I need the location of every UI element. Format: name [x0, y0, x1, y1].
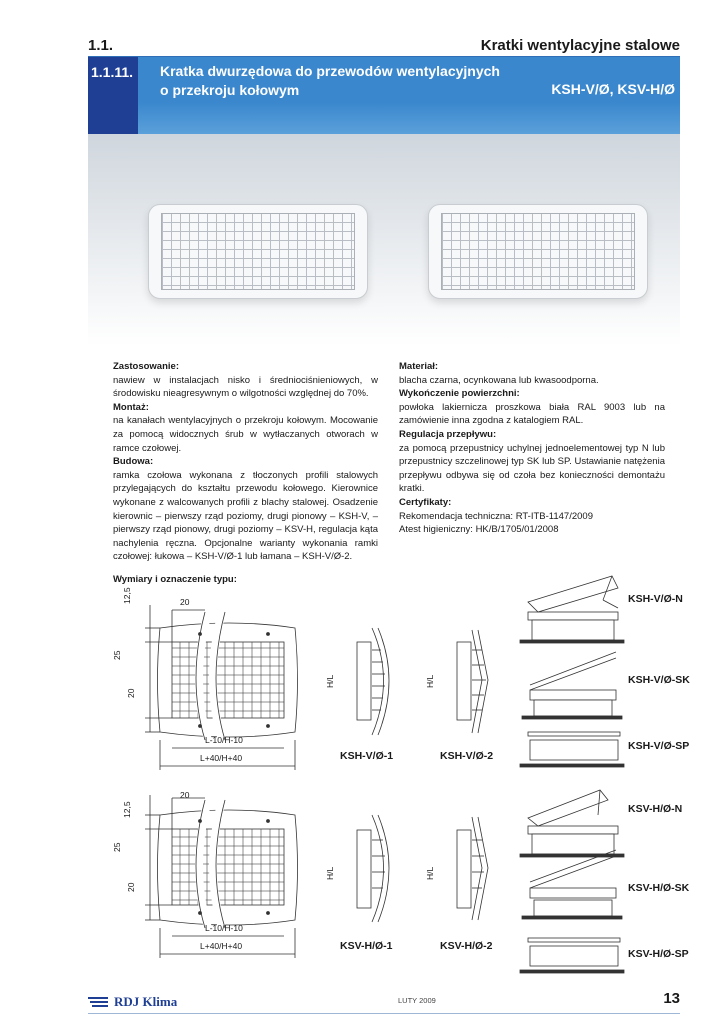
dim-inner: L-10/H-10	[205, 735, 243, 745]
montaz-text: na kanałach wentylacyjnych o przekroju kołowym. Mocowanie za pomocą widocznych śrub w wytłaczanych otworach w ramce czołowej.	[113, 415, 378, 454]
dim-20-top: 20	[180, 597, 190, 607]
regulacja-heading: Regulacja przepływu:	[399, 428, 497, 440]
footer-date: LUTY 2009	[398, 996, 436, 1005]
dim-hl-h2: H/L	[425, 866, 435, 880]
page-number: 13	[663, 990, 680, 1007]
damper-ksv-n	[520, 790, 624, 857]
side-profile-h2	[457, 817, 488, 920]
product-photo	[88, 134, 680, 346]
description-left	[113, 360, 378, 564]
product-title-line1: Kratka dwurzędowa do przewodów wentylacyjnych	[160, 63, 500, 79]
label-ksv-n: KSV-H/Ø-N	[628, 803, 683, 815]
material-heading: Materiał:	[399, 361, 439, 372]
cert-rt: Rekomendacja techniczna: RT-ITB-1147/2009	[399, 510, 593, 522]
section-number: 1.1.	[88, 37, 114, 54]
dim-20-side: 20	[126, 688, 136, 698]
dim-hl-v1: H/L	[325, 674, 335, 688]
dim-25: 25	[112, 650, 122, 660]
front-view-ksv	[145, 795, 298, 958]
label-ksh-v2: KSH-V/Ø-2	[440, 750, 494, 762]
brand-logo	[88, 994, 177, 1010]
grille-photo-right	[428, 204, 648, 299]
montaz-heading: Montaż:	[113, 401, 149, 413]
label-ksh-v1: KSH-V/Ø-1	[340, 750, 394, 762]
title-band-lower	[138, 102, 680, 134]
label-ksv-h1: KSV-H/Ø-1	[340, 940, 393, 952]
dim-inner-2: L-10/H-10	[205, 923, 243, 933]
description-right	[399, 360, 665, 537]
wykonczenie-heading: Wykończenie powierzchni:	[399, 388, 520, 400]
dim-12-5-2: 12,5	[122, 801, 132, 818]
label-ksv-sk: KSV-H/Ø-SK	[628, 882, 690, 894]
dim-25-2: 25	[112, 842, 122, 852]
brand-swoosh-icon	[88, 996, 110, 1008]
brand-name: RDJ Klima	[114, 994, 178, 1009]
zastosowanie-heading: Zastosowanie:	[113, 361, 179, 372]
dim-outer-2: L+40/H+40	[200, 941, 243, 951]
dim-hl-v2: H/L	[425, 674, 435, 688]
label-ksv-h2: KSV-H/Ø-2	[440, 940, 493, 952]
damper-ksv-sp	[520, 938, 624, 973]
product-title	[160, 62, 540, 100]
category-title: Kratki wentylacyjne stalowe	[480, 37, 680, 54]
certyfikaty-heading: Certyfikaty:	[399, 496, 452, 508]
cert-atest: Atest higieniczny: HK/B/1705/01/2008	[399, 524, 559, 536]
side-profile-v2	[457, 630, 488, 733]
wykonczenie-text: powłoka lakiernicza proszkowa biała RAL 9003 lub na zamówienie inna zgodna z katalogiem RAL.	[399, 401, 665, 427]
dim-hl-h1: H/L	[325, 866, 335, 880]
front-view-ksh	[145, 605, 298, 770]
dimensions-title: Wymiary i oznaczenie typu:	[113, 574, 237, 585]
budowa-heading: Budowa:	[113, 456, 154, 468]
label-ksh-sp: KSH-V/Ø-SP	[628, 740, 690, 752]
dim-20-side-2: 20	[126, 882, 136, 892]
zastosowanie-text: nawiew w instalacjach nisko i średniociśnieniowych, w środowisku nieagresywnym o wilgotności względnej do 70%.	[113, 374, 378, 400]
regulacja-text: za pomocą przepustnicy uchylnej jednoelementowej typ N lub przepustnicy szczelinowej typ SK lub SP. Ustawianie natężenia przepływu odbywa się od czoła bez konieczności demontażu kratki.	[399, 442, 665, 495]
damper-ksh-sk	[522, 652, 622, 719]
product-number: 1.1.11.	[91, 64, 134, 80]
label-ksh-n: KSH-V/Ø-N	[628, 593, 683, 605]
product-title-line2: o przekroju kołowym	[160, 82, 300, 98]
footer-rule	[88, 1013, 680, 1014]
damper-ksh-n	[520, 576, 624, 643]
dim-outer: L+40/H+40	[200, 753, 243, 763]
grille-photo-left	[148, 204, 368, 299]
page-header	[88, 32, 680, 54]
damper-ksh-sp	[520, 732, 624, 767]
dim-12-5: 12,5	[122, 587, 132, 604]
side-profile-h1	[357, 815, 389, 922]
label-ksv-sp: KSV-H/Ø-SP	[628, 948, 689, 960]
side-profile-v1	[357, 628, 389, 735]
budowa-text: ramka czołowa wykonana z tłoczonych profili stalowych przylegających do kształtu przewodu kołowego. Kierownice wykonane z walcowanych profili z blachy stalowej. Osadzenie kierownic – pierwszy rząd poziomy, drugi pionowy – KSH-V, – pierwszy rząd pionowy, drugi poziomy – KSV-H, regulacja kąta nachylenia ręczna. Opcjonalne warianty wykonania ramki czołowej: łukowa – KSH-V/Ø-1 lub łamana – KSH-V/Ø-2.	[113, 469, 378, 563]
dim-20-top-2: 20	[180, 790, 190, 800]
label-ksh-sk: KSH-V/Ø-SK	[628, 674, 690, 686]
damper-ksv-sk	[522, 850, 622, 919]
material-text: blacha czarna, ocynkowana lub kwasoodporna.	[399, 374, 599, 386]
product-code: KSH-V/Ø, KSV-H/Ø	[551, 81, 675, 97]
